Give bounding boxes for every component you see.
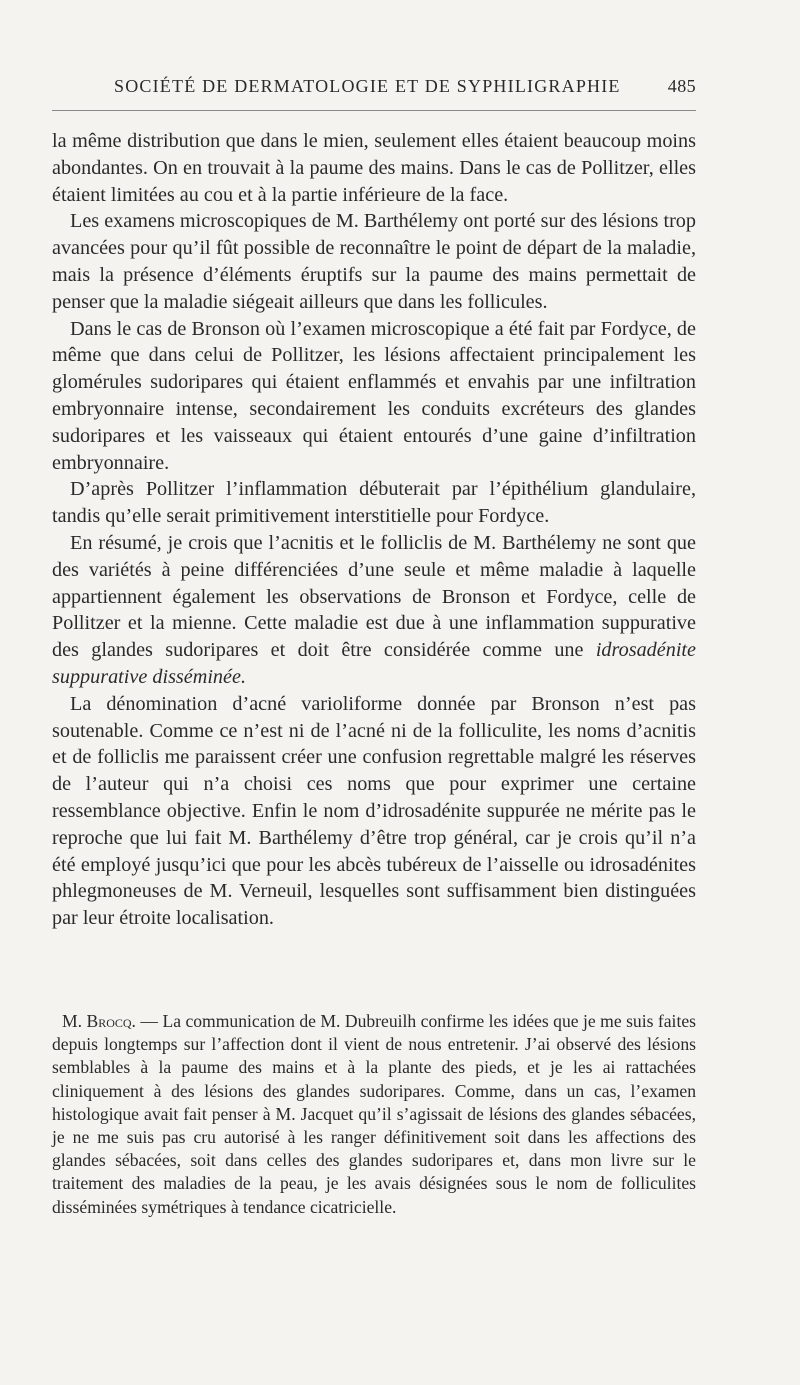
header-rule — [52, 110, 696, 111]
paragraph-5 — [52, 530, 696, 691]
running-header — [52, 76, 696, 97]
speaker-name: M. Brocq. — [62, 1011, 136, 1031]
running-title: SOCIÉTÉ DE DERMATOLOGIE ET DE SYPHILIGRAPHIE — [114, 76, 621, 96]
note-text: — La communication de M. Dubreuilh confirme les idées que je me suis faites depuis longtemps sur l’affection dont il vient de nous entretenir. J’ai observé des lésions semblables à la paume des mains et à la plante des pieds, et je les ai rattachées cliniquement à des lésions des glandes sudoripares. Comme, dans un cas, l’examen histologique avait fait penser à M. Jacquet qu’il s’agissait de lésions des glandes sébacées, je ne me suis pas cru autorisé à les ranger définitivement soit dans les affections des glandes sébacées, soit dans celles des glandes sudoripares et, dans mon livre sur le traitement des maladies de la peau, je les avais désignées sous le nom de folliculites disséminées symétriques à tendance cicatricielle. — [52, 1011, 696, 1217]
paragraph-6: La dénomination d’acné varioliforme donnée par Bronson n’est pas soutenable. Comme ce n’est ni de l’acné ni de la folliculite, les noms d’acnitis et de folliclis me paraissent créer une confusion regrettable malgré les réserves de l’auteur qui n’a choisi ces noms que pour exprimer une certaine ressemblance objective. Enfin le nom d’idrosadénite suppurée ne mérite pas le reproche que lui fait M. Barthélemy d’être trop général, car je crois qu’il n’a été employé jusqu’ici que pour les abcès tubéreux de l’aisselle ou idrosadénites phlegmoneuses de M. Verneuil, lesquelles sont suffisamment bien distinguées par leur étroite localisation. — [52, 692, 696, 930]
paragraph-5-text: En résumé, je crois que l’acnitis et le folliclis de M. Barthélemy ne sont que des variétés à peine différenciées d’une seule et même maladie à laquelle appartiennent également les observations de Bronson et Fordyce, celle de Pollitzer et la mienne. Cette maladie est due à une inflammation suppurative des glandes sudoripares et doit être considérée comme une — [52, 531, 696, 662]
paragraph-3: Dans le cas de Bronson où l’examen microscopique a été fait par Fordyce, de même que dans celui de Pollitzer, les lésions affectaient principalement les glomérules sudoripares qui étaient enflammés et envahis par une infiltration embryonnaire intense, secondairement les conduits excréteurs des glandes sudoripares et les vaisseaux qui étaient entourés d’une gaine d’infiltration embryonnaire. — [52, 317, 696, 474]
note-paragraph — [52, 1010, 696, 1219]
main-text — [52, 128, 696, 932]
discussion-note — [52, 1010, 696, 1219]
paragraph-4: D’après Pollitzer l’inflammation débuterait par l’épithélium glandulaire, tandis qu’elle serait primitivement interstitielle pour Fordyce. — [52, 478, 696, 528]
paragraph-5-emphasis: idrosadénite suppurative disséminée. — [52, 639, 696, 688]
paragraph-1: la même distribution que dans le mien, seulement elles étaient beaucoup moins abondantes. On en trouvait à la paume des mains. Dans le cas de Pollitzer, elles étaient limitées au cou et à la partie inférieure de la face. — [52, 130, 696, 206]
paragraph-2: Les examens microscopiques de M. Barthélemy ont porté sur des lésions trop avancées pour qu’il fût possible de reconnaître le point de départ de la maladie, mais la présence d’éléments éruptifs sur la paume des mains permettait de penser que la maladie siégeait ailleurs que dans les follicules. — [52, 210, 696, 313]
page-number: 485 — [667, 76, 696, 96]
